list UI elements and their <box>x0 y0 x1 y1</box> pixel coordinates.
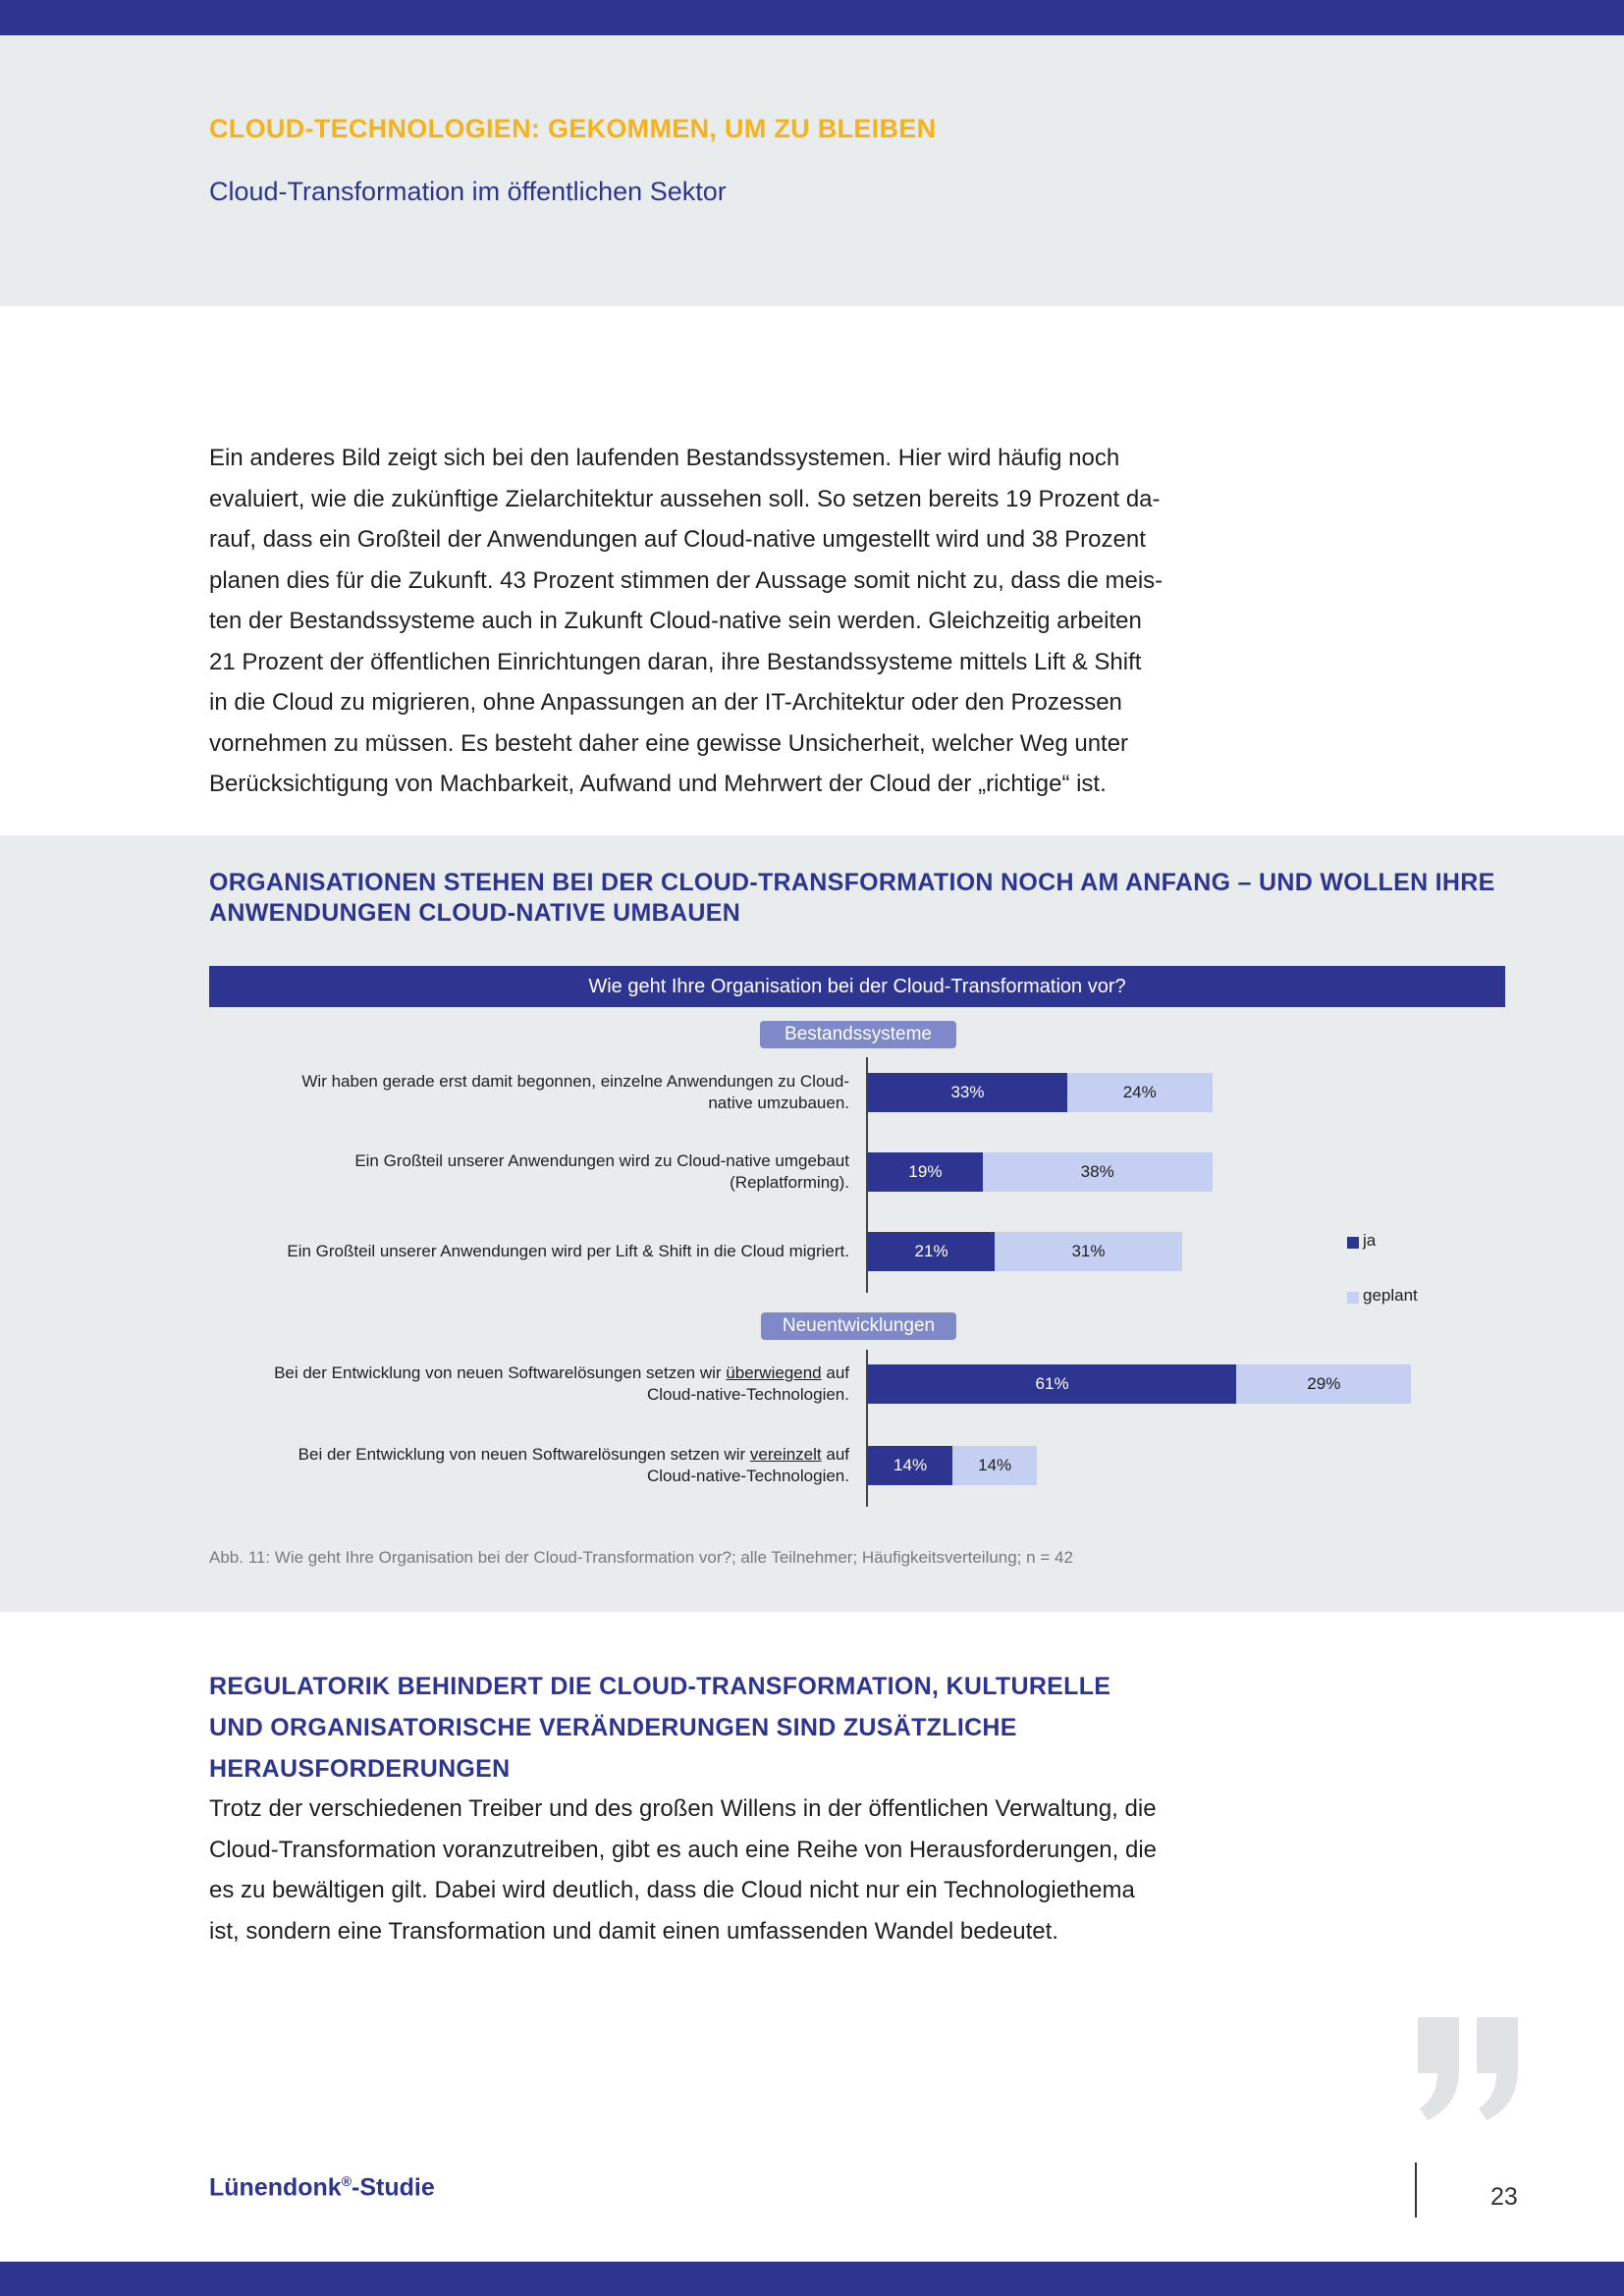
paragraph-line: rauf, dass ein Großteil der Anwendungen auf Cloud-native umgestellt wird und 38 Prozent <box>209 526 1146 553</box>
chart-panel <box>0 835 1624 1612</box>
top-color-bar <box>0 0 1624 35</box>
category-label-line: Cloud-native-Technologien. <box>646 1467 849 1485</box>
paragraph-line: ist, sondern eine Transformation und damit einen umfassenden Wandel bedeutet. <box>209 1917 1058 1945</box>
closing-quote-icon <box>1410 2012 1528 2130</box>
category-label <box>226 1444 849 1487</box>
bar-segment-ja: 21% <box>868 1232 995 1271</box>
category-label-line: Ein Großteil unserer Anwendungen wird zu Cloud-native umgebaut <box>354 1151 849 1170</box>
category-label-line: Wir haben gerade erst damit begonnen, einzelne Anwendungen zu Cloud- <box>301 1072 849 1091</box>
page-subtitle: Cloud-Transformation im öffentlichen Sektor <box>209 177 727 206</box>
section-paragraph <box>209 1789 1181 1951</box>
paragraph-line: planen dies für die Zukunft. 43 Prozent stimmen der Aussage somit nicht zu, dass die meis- <box>209 566 1164 594</box>
footer-divider <box>1415 2163 1417 2217</box>
bar-segment-geplant: 14% <box>952 1446 1037 1485</box>
bar-segment-ja: 61% <box>868 1364 1236 1404</box>
category-label <box>226 1362 849 1406</box>
legend-swatch-geplant <box>1347 1292 1359 1304</box>
paragraph-line: evaluiert, wie die zukünftige Zielarchitektur aussehen soll. So setzen bereits 19 Prozent da- <box>209 485 1161 512</box>
bar-segment-geplant: 29% <box>1236 1364 1411 1404</box>
group-label-neuentwicklungen: Neuentwicklungen <box>761 1312 956 1340</box>
paragraph-line: es zu bewältigen gilt. Dabei wird deutlich, dass die Cloud nicht nur ein Technologiethema <box>209 1877 1135 1903</box>
paragraph-line: ten der Bestandssysteme auch in Zukunft Cloud-native sein werden. Gleichzeitig arbeiten <box>209 608 1142 634</box>
legend-label-geplant: geplant <box>1363 1286 1418 1305</box>
heading-line: UND ORGANISATORISCHE VERÄNDERUNGEN SIND ZUSÄTZLICHE <box>209 1714 1017 1741</box>
paragraph-line: Berücksichtigung von Machbarkeit, Aufwand und Mehrwert der Cloud der „richtige“ ist. <box>209 771 1107 797</box>
group-label-bestandssysteme: Bestandssysteme <box>760 1021 956 1048</box>
chart-question-bar: Wie geht Ihre Organisation bei der Cloud-Transformation vor? <box>209 966 1505 1007</box>
page-number: 23 <box>1490 2183 1518 2211</box>
paragraph-line: 21 Prozent der öffentlichen Einrichtungen daran, ihre Bestandssysteme mittels Lift & Shift <box>209 648 1142 675</box>
category-label-line: Ein Großteil unserer Anwendungen wird per Lift & Shift in die Cloud migriert. <box>287 1242 849 1260</box>
legend-label-ja: ja <box>1363 1231 1377 1250</box>
figure-caption: Abb. 11: Wie geht Ihre Organisation bei der Cloud-Transformation vor?; alle Teilnehmer; Häufigkeitsverteilung; n = 42 <box>209 1548 1073 1567</box>
bar-segment-ja: 14% <box>868 1446 952 1485</box>
paragraph-line: Cloud-Transformation voranzutreiben, gibt es auch eine Reihe von Herausforderungen, die <box>209 1836 1158 1863</box>
paragraph-line: in die Cloud zu migrieren, ohne Anpassungen an der IT-Architektur oder den Prozessen <box>209 689 1122 716</box>
category-label-line: native umzubauen. <box>708 1094 849 1112</box>
section-heading <box>209 1666 1152 1789</box>
category-label-line: Bei der Entwicklung von neuen Softwarelösungen setzen wir überwiegend auf <box>274 1363 849 1382</box>
bottom-color-bar <box>0 2262 1624 2296</box>
bar-segment-geplant: 24% <box>1067 1073 1213 1112</box>
bar-segment-ja: 19% <box>868 1152 983 1192</box>
header-band <box>0 35 1624 306</box>
paragraph-line: Ein anderes Bild zeigt sich bei den laufenden Bestandssystemen. Hier wird häufig noch <box>209 445 1120 471</box>
section-kicker: CLOUD-TECHNOLOGIEN: GEKOMMEN, UM ZU BLEIBEN <box>209 114 937 143</box>
bar-segment-ja: 33% <box>868 1073 1067 1112</box>
category-label-line: (Replatforming). <box>730 1173 849 1192</box>
category-label-line: Cloud-native-Technologien. <box>646 1385 849 1404</box>
heading-line: HERAUSFORDERUNGEN <box>209 1755 511 1783</box>
category-label <box>226 1150 849 1194</box>
heading-line: REGULATORIK BEHINDERT DIE CLOUD-TRANSFORMATION, KULTURELLE <box>209 1673 1111 1700</box>
category-label <box>226 1071 849 1114</box>
bar-segment-geplant: 38% <box>983 1152 1213 1192</box>
intro-paragraph <box>209 438 1181 805</box>
legend-swatch-ja <box>1347 1237 1359 1249</box>
chart-title: ORGANISATIONEN STEHEN BEI DER CLOUD-TRANSFORMATION NOCH AM ANFANG – UND WOLLEN IHRE ANWENDUNGEN CLOUD-NATIVE UMBAUEN <box>209 869 1495 927</box>
category-label <box>226 1241 849 1262</box>
category-label-line: Bei der Entwicklung von neuen Softwarelösungen setzen wir vereinzelt auf <box>298 1445 849 1464</box>
footer-brand: Lünendonk®-Studie <box>209 2173 435 2202</box>
paragraph-line: vornehmen zu müssen. Es besteht daher eine gewisse Unsicherheit, welcher Weg unter <box>209 729 1129 757</box>
paragraph-line: Trotz der verschiedenen Treiber und des großen Willens in der öffentlichen Verwaltung, die <box>209 1795 1157 1822</box>
bar-segment-geplant: 31% <box>995 1232 1182 1271</box>
